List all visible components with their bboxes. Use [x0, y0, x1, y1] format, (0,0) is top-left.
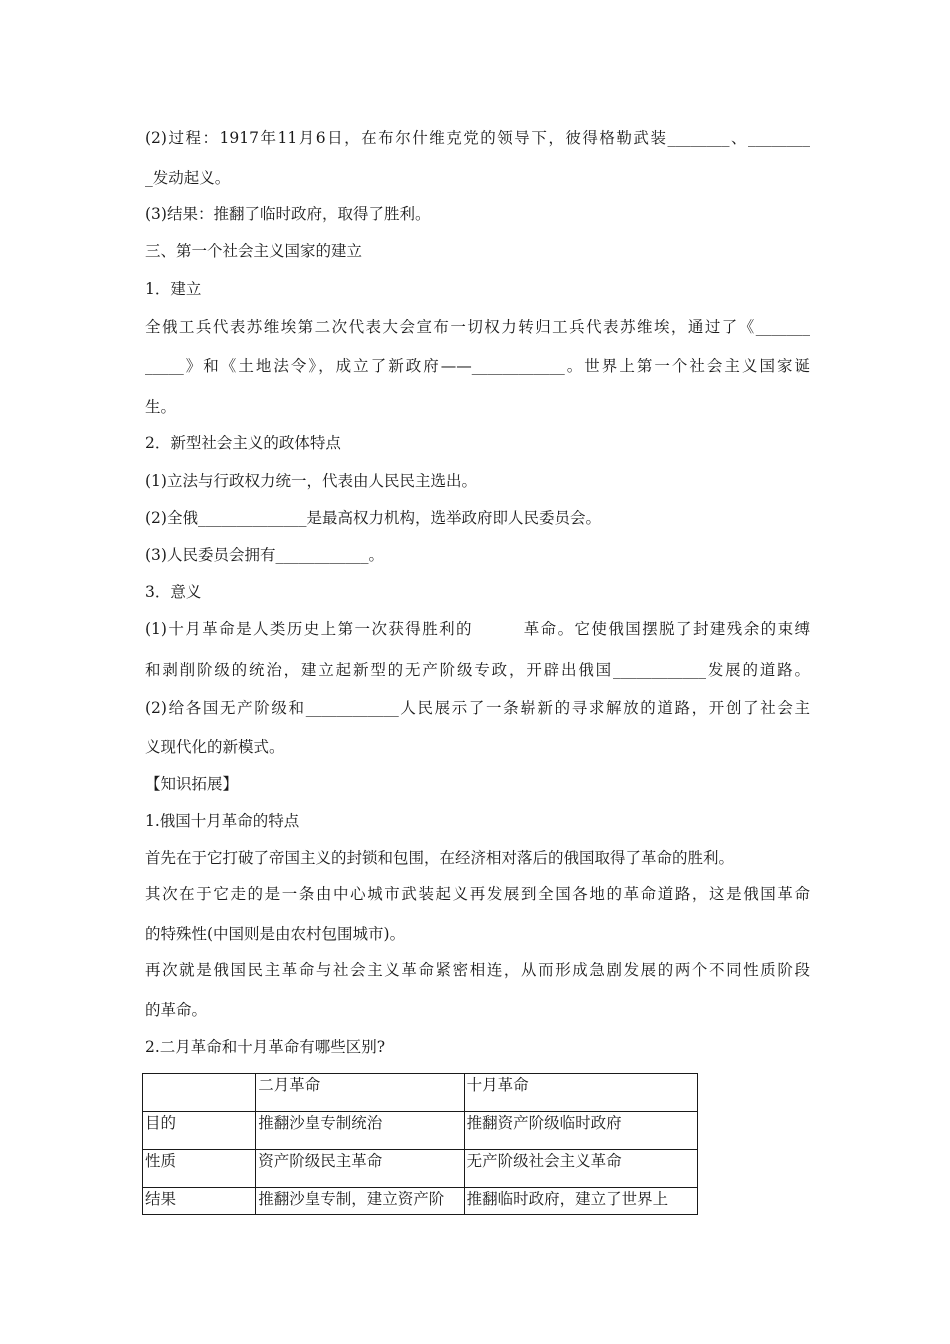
table-cell: 推翻临时政府，建立了世界上	[464, 1188, 697, 1215]
text-line: 和剥削阶级的统治，建立起新型的无产阶级专政，开辟出俄国____________发展的道路。	[145, 661, 810, 679]
section-heading: 三、第一个社会主义国家的建立	[145, 242, 363, 260]
text-line: (3)结果：推翻了临时政府，取得了胜利。	[145, 205, 431, 223]
comparison-table	[142, 1073, 698, 1215]
text-line: _____》和《土地法令》，成立了新政府——____________。世界上第一个社会主义国家诞	[145, 357, 810, 375]
text-line: (1)立法与行政权力统一，代表由人民民主选出。	[145, 472, 477, 490]
text-line: (1)十月革命是人类历史上第一次获得胜利的 革命。它使俄国摆脱了封建残余的束缚	[145, 620, 810, 638]
text-line: 其次在于它走的是一条由中心城市武装起义再发展到全国各地的革命道路，这是俄国革命	[145, 885, 810, 903]
table-cell: 结果	[143, 1188, 256, 1215]
table-cell: 推翻沙皇专制统治	[256, 1112, 464, 1150]
table-row	[143, 1150, 698, 1188]
text-line: 全俄工兵代表苏维埃第二次代表大会宣布一切权力转归工兵代表苏维埃，通过了《_______	[145, 318, 810, 336]
table-cell: 推翻沙皇专制，建立资产阶	[256, 1188, 464, 1215]
table-cell: 目的	[143, 1112, 256, 1150]
text-line: _发动起义。	[145, 169, 231, 187]
table-header-cell: 十月革命	[464, 1074, 697, 1112]
table-cell: 推翻资产阶级临时政府	[464, 1112, 697, 1150]
text-line: 生。	[145, 398, 177, 416]
subsection-heading: 2．新型社会主义的政体特点	[145, 434, 341, 452]
table-row	[143, 1112, 698, 1150]
text-line: (3)人民委员会拥有____________。	[145, 546, 384, 564]
text-line: 首先在于它打破了帝国主义的封锁和包围，在经济相对落后的俄国取得了革命的胜利。	[145, 849, 735, 867]
subsection-heading: 2.二月革命和十月革命有哪些区别?	[145, 1038, 386, 1056]
text-line: 的革命。	[145, 1001, 208, 1019]
text-line: (2)给各国无产阶级和____________人民展示了一条崭新的寻求解放的道路，开创了社会主	[145, 699, 810, 717]
table-header-cell	[143, 1074, 256, 1112]
section-heading: 【知识拓展】	[145, 775, 239, 793]
text-line: (2)过程：1917年11月6日，在布尔什维克党的领导下，彼得格勒武装________、________	[145, 129, 810, 147]
table-cell: 性质	[143, 1150, 256, 1188]
text-line: 再次就是俄国民主革命与社会主义革命紧密相连，从而形成急剧发展的两个不同性质阶段	[145, 961, 810, 979]
table-header-row	[143, 1074, 698, 1112]
text-line: (2)全俄______________是最高权力机构，选举政府即人民委员会。	[145, 509, 601, 527]
table-header-cell: 二月革命	[256, 1074, 464, 1112]
text-line: 义现代化的新模式。	[145, 738, 285, 756]
table-row	[143, 1188, 698, 1215]
table-cell: 资产阶级民主革命	[256, 1150, 464, 1188]
subsection-heading: 1．建立	[145, 280, 202, 298]
subsection-heading: 1.俄国十月革命的特点	[145, 812, 300, 830]
table-cell: 无产阶级社会主义革命	[464, 1150, 697, 1188]
text-line: 的特殊性(中国则是由农村包围城市)。	[145, 925, 406, 943]
subsection-heading: 3．意义	[145, 583, 202, 601]
